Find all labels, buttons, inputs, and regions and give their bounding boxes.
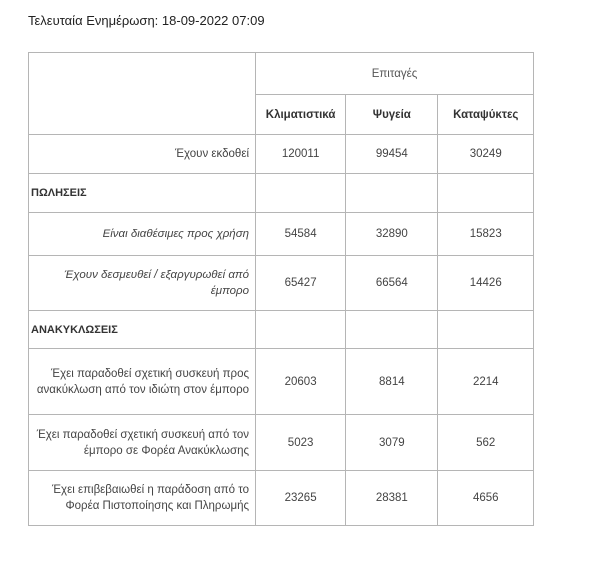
cell-value: 14426: [438, 256, 534, 311]
cell-value: 30249: [438, 135, 534, 174]
row-label: Έχουν δεσμευθεί / εξαργυρωθεί από έμπορο: [29, 256, 256, 311]
empty-cell: [438, 311, 534, 349]
table-row: [29, 415, 534, 471]
cell-value: 28381: [346, 471, 438, 526]
cell-value: 32890: [346, 213, 438, 256]
table-row-issued: [29, 135, 534, 174]
section-row-sales: [29, 174, 534, 213]
cell-value: 562: [438, 415, 534, 471]
row-label: Έχει παραδοθεί σχετική συσκευή από τον έμπορο σε Φορέα Ανακύκλωσης: [29, 415, 256, 471]
empty-cell: [438, 174, 534, 213]
cell-value: 4656: [438, 471, 534, 526]
cell-value: 20603: [256, 349, 346, 415]
row-label: Είναι διαθέσιμες προς χρήση: [29, 213, 256, 256]
cell-value: 120011: [256, 135, 346, 174]
row-label-issued: Έχουν εκδοθεί: [29, 135, 256, 174]
cell-value: 8814: [346, 349, 438, 415]
empty-cell: [346, 311, 438, 349]
cell-value: 3079: [346, 415, 438, 471]
group-header-vouchers: Επιταγές: [256, 53, 534, 95]
cell-value: 65427: [256, 256, 346, 311]
column-header-refrigerators: Ψυγεία: [346, 95, 438, 135]
table-row: [29, 256, 534, 311]
column-header-air-conditioners: Κλιματιστικά: [256, 95, 346, 135]
cell-value: 54584: [256, 213, 346, 256]
cell-value: 15823: [438, 213, 534, 256]
row-label: Έχει παραδοθεί σχετική συσκευή προς ανακύκλωση από τον ιδιώτη στον έμπορο: [29, 349, 256, 415]
cell-value: 66564: [346, 256, 438, 311]
table-row: [29, 349, 534, 415]
last-update-text: Τελευταία Ενημέρωση: 18-09-2022 07:09: [28, 13, 265, 28]
cell-value: 23265: [256, 471, 346, 526]
empty-cell: [346, 174, 438, 213]
empty-cell: [256, 174, 346, 213]
cell-value: 5023: [256, 415, 346, 471]
table-row: [29, 471, 534, 526]
group-header-row: [29, 53, 534, 95]
cell-value: 2214: [438, 349, 534, 415]
section-title-recycling: ΑΝΑΚΥΚΛΩΣΕΙΣ: [29, 311, 256, 349]
row-label: Έχει επιβεβαιωθεί η παράδοση από το Φορέα Πιστοποίησης και Πληρωμής: [29, 471, 256, 526]
section-row-recycling: [29, 311, 534, 349]
section-title-sales: ΠΩΛΗΣΕΙΣ: [29, 174, 256, 213]
cell-value: 99454: [346, 135, 438, 174]
column-header-freezers: Καταψύκτες: [438, 95, 534, 135]
table-row: [29, 213, 534, 256]
header-empty-cell: [29, 53, 256, 135]
empty-cell: [256, 311, 346, 349]
vouchers-table: [28, 52, 534, 526]
